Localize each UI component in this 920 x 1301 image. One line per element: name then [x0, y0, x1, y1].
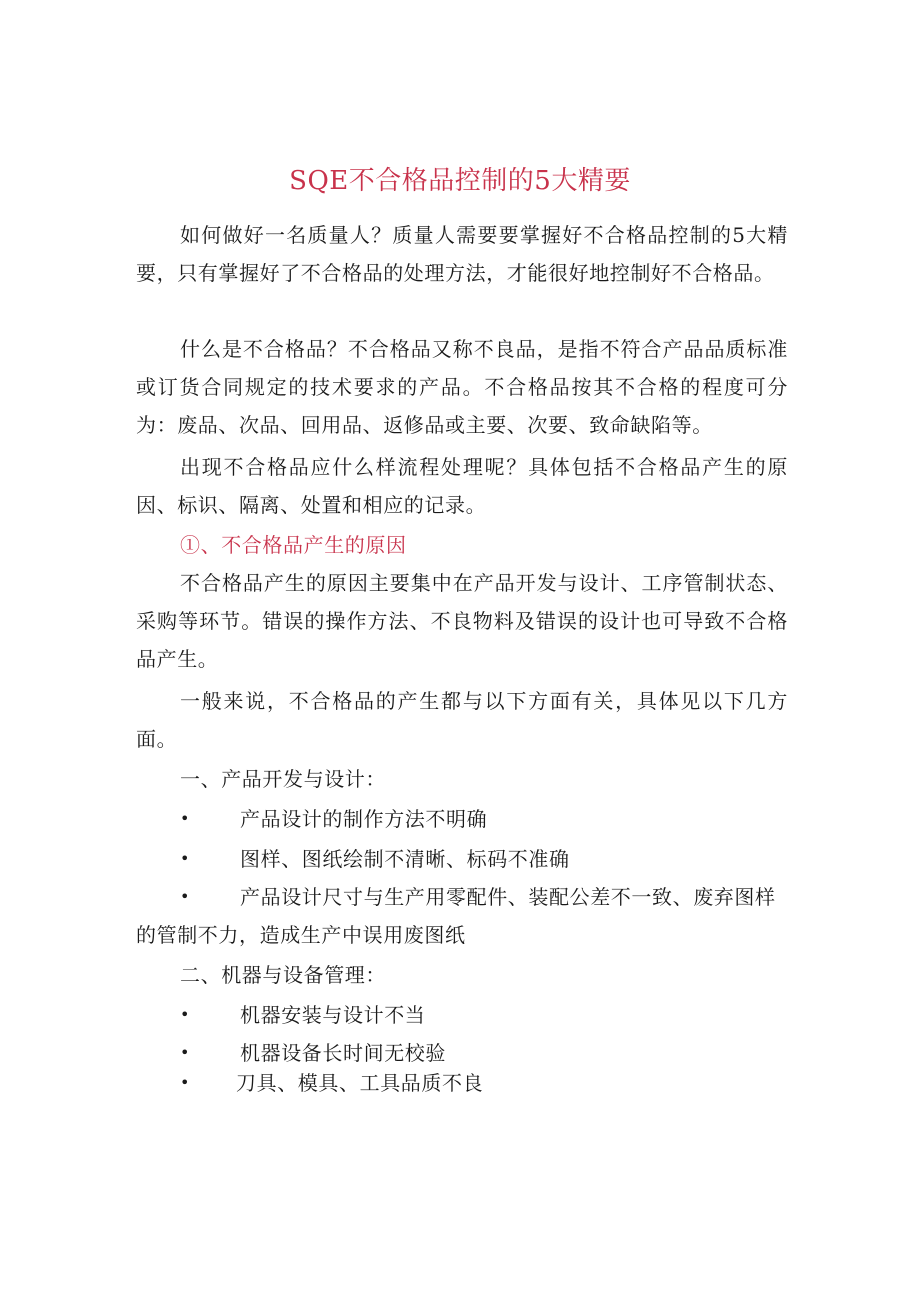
list-item — [136, 878, 776, 954]
aspects-paragraph: 一般来说，不合格品的产生都与以下方面有关，具体见以下几方面。 — [136, 689, 788, 751]
process-paragraph: 出现不合格品应什么样流程处理呢？具体包括不合格品产生的原因、标识、隔离、处置和相应的记录。 — [136, 455, 788, 517]
bullet-icon: • — [180, 1005, 191, 1024]
list-item — [180, 1064, 788, 1102]
bullet-icon: • — [180, 1043, 191, 1062]
list-item-text: 产品设计尺寸与生产用零配件、装配公差不一致、废弃图样的管制不力，造成生产中误用废图纸 — [136, 885, 776, 947]
list-item-text: 图样、图纸绘制不清晰、标码不准确 — [240, 847, 570, 871]
bullet-icon: • — [180, 887, 191, 906]
list-item-text: 刀具、模具、工具品质不良 — [236, 1071, 484, 1095]
intro-paragraph: 如何做好一名质量人？质量人需要要掌握好不合格品控制的5大精要，只有掌握好了不合格品的处理方法，才能很好地控制好不合格品。 — [136, 223, 788, 285]
causes-paragraph: 不合格品产生的原因主要集中在产品开发与设计、工序管制状态、采购等环节。错误的操作方法、不良物料及错误的设计也可导致不合格品产生。 — [136, 571, 788, 671]
list-item — [180, 800, 788, 838]
list-item-text: 机器设备长时间无校验 — [240, 1041, 446, 1065]
bullet-icon: • — [180, 849, 191, 868]
bullet-icon: • — [180, 809, 191, 828]
document-title: SQE不合格品控制的5大精要 — [289, 166, 631, 196]
list-item — [180, 840, 788, 878]
list-item — [180, 996, 788, 1034]
group2-heading: 二、机器与设备管理： — [180, 963, 386, 987]
definition-paragraph: 什么是不合格品？不合格品又称不良品，是指不符合产品品质标准或订货合同规定的技术要求的产品。不合格品按其不合格的程度可分为：废品、次品、回用品、返修品或主要、次要、致命缺陷等。 — [136, 337, 788, 437]
list-item-text: 机器安装与设计不当 — [240, 1003, 426, 1027]
list-item-text: 产品设计的制作方法不明确 — [240, 807, 488, 831]
section-heading: ①、不合格品产生的原因 — [180, 533, 407, 557]
bullet-icon: • — [180, 1073, 191, 1092]
group1-heading: 一、产品开发与设计： — [180, 767, 386, 791]
